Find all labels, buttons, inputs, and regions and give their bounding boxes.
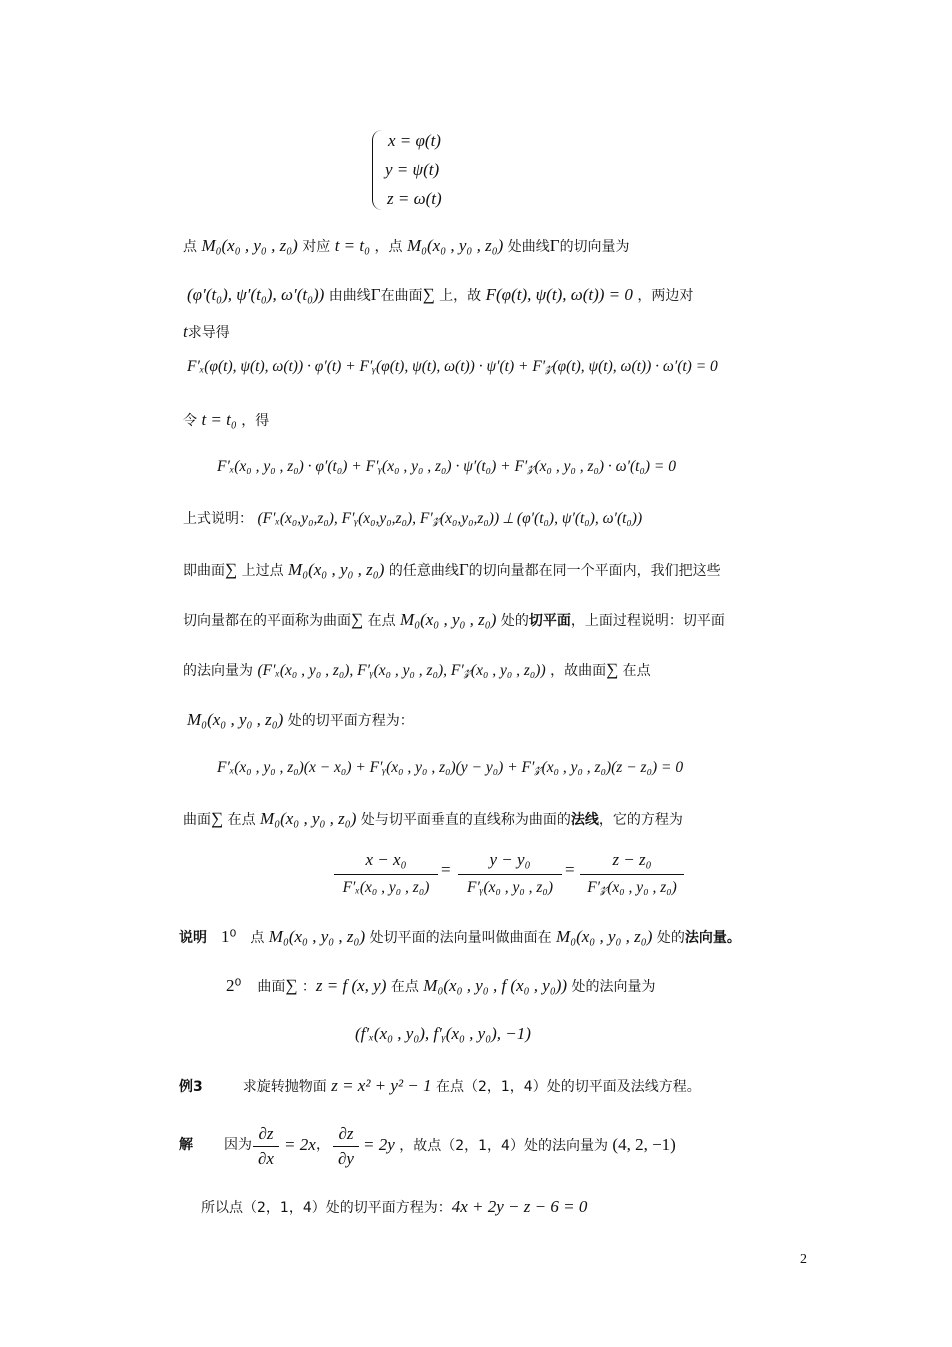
- example-label: 例3: [179, 1079, 203, 1095]
- normal-line-fraction-x: x − x₀ F′ₓ(x₀ , y₀ , z₀): [334, 850, 438, 897]
- term-tangent-plane: 切平面: [528, 613, 571, 629]
- solution-because: 因为: [224, 1137, 252, 1153]
- paragraph-9: M₀(x₀ , y₀ , z₀) 处的切平面方程为：: [187, 710, 414, 729]
- equation-chain-rule: F′ₓ(φ(t), ψ(t), ω(t)) · φ′(t) + F′ᵧ(φ(t), ψ(t), ω(t)) · ψ′(t) + F′𝓏(φ(t), ψ(t), ω(t)) · ω′(t) = 0: [187, 358, 718, 375]
- paragraph-8: 的法向量为 (F′ₓ(x₀ , y₀ , z₀), F′ᵧ(x₀ , y₀ , z₀), F′𝓏(x₀ , y₀ , z₀)) ，故曲面∑ 在点: [183, 660, 651, 679]
- normal-line-equals-1: =: [441, 860, 451, 879]
- equation-at-t0: F′ₓ(x₀ , y₀ , z₀) · φ′(t₀) + F′ᵧ(x₀ , y₀ , z₀) · ψ′(t₀) + F′𝓏(x₀ , y₀ , z₀) · ω′(t₀) = 0: [217, 458, 676, 475]
- term-normal-vector: 法向量。: [684, 930, 741, 946]
- paragraph-1: 点 M₀(x₀ , y₀ , z₀) 对应 t = t₀ ，点 M₀(x₀ , y₀ , z₀) 处曲线Γ的切向量为: [183, 236, 630, 255]
- system-brace: [372, 130, 385, 210]
- paragraph-10: 曲面∑ 在点 M₀(x₀ , y₀ , z₀) 处与切平面垂直的直线称为曲面的法线，它的方程为: [183, 809, 683, 828]
- term-normal-line: 法线: [570, 812, 599, 828]
- note-1: 说明 1⁰ 点 M₀(x₀ , y₀ , z₀) 处切平面的法向量叫做曲面在 M₀(x₀ , y₀ , z₀) 处的法向量。: [179, 927, 741, 946]
- page-number: 2: [800, 1252, 807, 1267]
- solution-line-1: = 2y ，故点（2，1，4）处的法向量为 (4, 2, −1): [363, 1135, 676, 1154]
- solution-comma: ，: [316, 1137, 330, 1153]
- paragraph-3: t求导得: [183, 322, 230, 341]
- example-3: 例3 求旋转抛物面 z = x² + y² − 1 在点（2，1，4）处的切平面及法线方程。: [179, 1076, 701, 1095]
- paragraph-6: 即曲面∑ 上过点 M₀(x₀ , y₀ , z₀) 的任意曲线Γ的切向量都在同一个平面内，我们把这些: [183, 560, 721, 579]
- equation-tangent-plane: F′ₓ(x₀ , y₀ , z₀)(x − x₀) + F′ᵧ(x₀ , y₀ , z₀)(y − y₀) + F′𝓏(x₀ , y₀ , z₀)(z − z₀) = 0: [217, 759, 684, 776]
- paragraph-7: 切向量都在的平面称为曲面∑ 在点 M₀(x₀ , y₀ , z₀) 处的切平面，上面过程说明：切平面: [183, 610, 725, 629]
- normal-vector-graph: (f′ₓ(x₀ , y₀), f′ᵧ(x₀ , y₀), −1): [355, 1024, 531, 1043]
- solution-label: 解: [179, 1137, 193, 1153]
- normal-line-fraction-z: z − z₀ F′𝓏(x₀ , y₀ , z₀): [580, 850, 684, 897]
- paragraph-5: 上式说明： (F′ₓ(x₀,y₀,z₀), F′ᵧ(x₀,y₀,z₀), F′𝓏(x₀,y₀,z₀)) ⊥ (φ′(t₀), ψ′(t₀), ω′(t₀)): [183, 510, 643, 527]
- note-label: 说明: [179, 930, 207, 946]
- system-z: z = ω(t): [387, 189, 442, 208]
- paragraph-2: (φ′(t₀), ψ′(t₀), ω′(t₀)) 由曲线Γ在曲面∑ 上，故 F(φ(t), ψ(t), ω(t)) = 0 ，两边对: [187, 285, 694, 304]
- system-x: x = φ(t): [388, 131, 441, 150]
- normal-line-equals-2: =: [565, 860, 575, 879]
- partial-z-over-x: ∂z ∂x: [253, 1124, 279, 1169]
- system-y: y = ψ(t): [385, 160, 440, 179]
- note-2: 2⁰ 曲面∑ ：z = f (x, y) 在点 M₀(x₀ , y₀ , f (x₀ , y₀)) 处的法向量为: [226, 976, 656, 995]
- paragraph-4: 令 t = t₀ ，得: [183, 410, 270, 429]
- partial-x-value: = 2x: [284, 1135, 316, 1154]
- normal-line-fraction-y: y − y₀ F′ᵧ(x₀ , y₀ , z₀): [458, 850, 562, 897]
- solution-line-2: 所以点（2，1，4）处的切平面方程为：4x + 2y − z − 6 = 0: [201, 1197, 588, 1216]
- partial-z-over-y: ∂z ∂y: [333, 1124, 359, 1169]
